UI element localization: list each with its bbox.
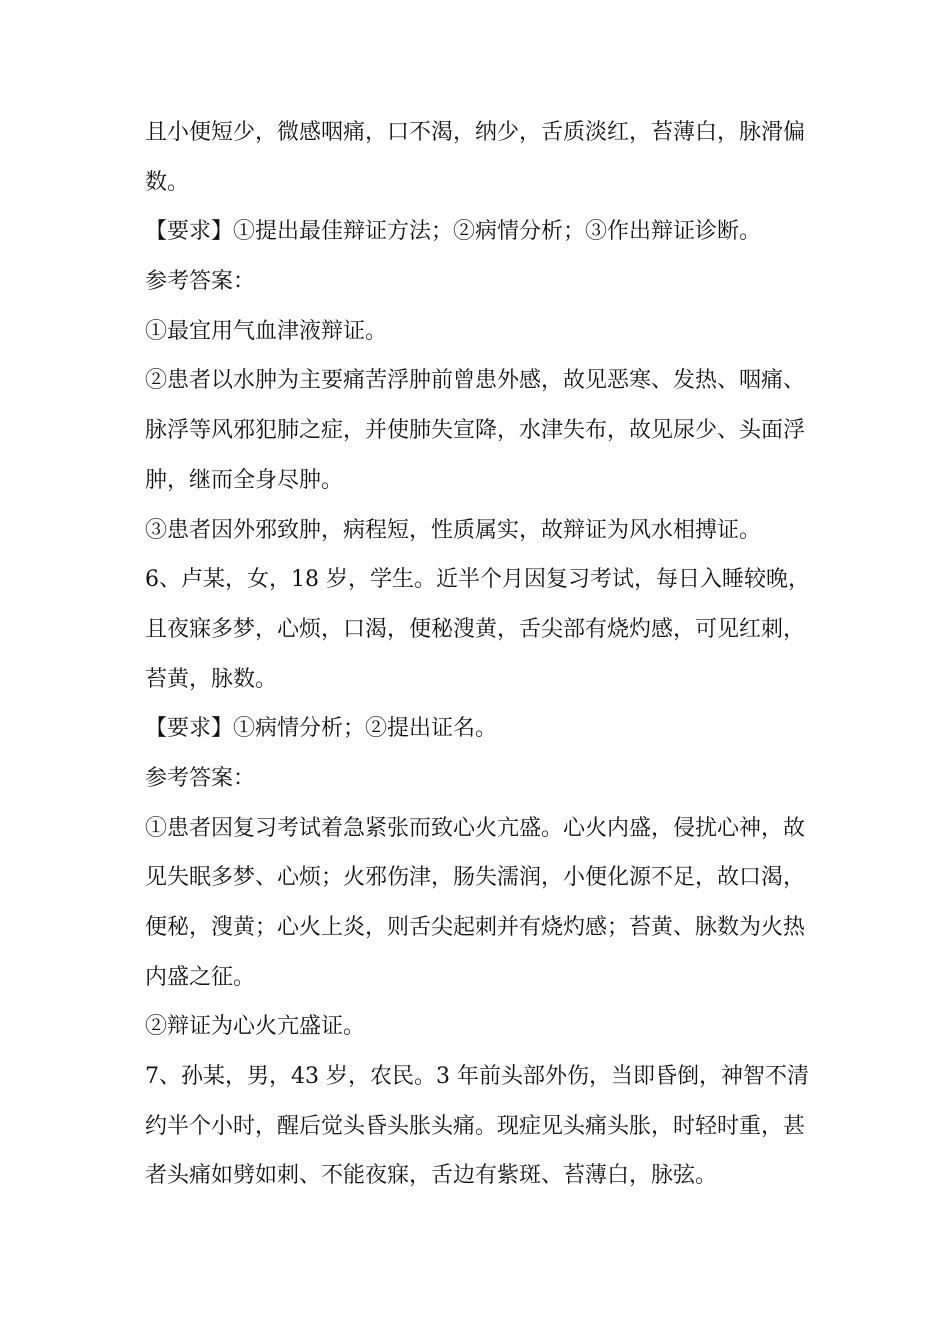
text-line: 6、卢某，女，18 岁，学生。近半个月因复习考试，每日入睡较晚， (145, 567, 810, 593)
text-line: 便秘，溲黄；心火上炎，则舌尖起刺并有烧灼感；苔黄、脉数为火热 (145, 915, 806, 940)
case-5-requirements (145, 207, 815, 257)
text-line: ②患者以水肿为主要痛苦浮肿前曾患外感，故见恶寒、发热、咽痛、 (145, 368, 806, 394)
text-line: 内盛之征。 (145, 964, 256, 990)
text-line: 见失眠多梦、心烦；火邪伤津，肠失濡润，小便化源不足，故口渴， (145, 865, 806, 891)
document-body (145, 108, 815, 1201)
case-6-answer-2 (145, 1002, 815, 1052)
text-line: 【要求】①病情分析；②提出证名。 (145, 716, 498, 742)
case-6-answer-heading (145, 754, 815, 804)
case-6-requirements (145, 704, 815, 754)
text-line: 约半个小时，醒后觉头昏头胀头痛。现症见头痛头胀，时轻时重，甚 (145, 1113, 806, 1139)
text-line: ③患者因外邪致肿，病程短，性质属实，故辩证为风水相搏证。 (145, 517, 762, 543)
case-5-answer-heading (145, 257, 815, 307)
text-line: 肿，继而全身尽肿。 (145, 467, 344, 493)
text-line: 且小便短少，微感咽痛，口不渴，纳少，舌质淡红，苔薄白，脉滑偏 (145, 120, 806, 145)
case-6-description (145, 555, 815, 704)
case-5-symptoms-continued (145, 108, 815, 207)
case-5-answer-3 (145, 506, 815, 556)
case-5-answer-1 (145, 307, 815, 357)
case-6-answer-1 (145, 804, 815, 1003)
text-line: 脉浮等风邪犯肺之症，并使肺失宣降，水津失布，故见尿少、头面浮 (145, 418, 806, 444)
text-line: 【要求】①提出最佳辩证方法；②病情分析；③作出辩证诊断。 (145, 219, 762, 245)
text-line: 且夜寐多梦，心烦，口渴，便秘溲黄，舌尖部有烧灼感，可见红刺， (145, 616, 806, 642)
text-line: ①最宜用气血津液辩证。 (145, 318, 388, 344)
text-line: ①患者因复习考试着急紧张而致心火亢盛。心火内盛，侵扰心神，故 (145, 815, 806, 841)
text-line: 参考答案： (145, 269, 256, 295)
case-5-answer-2 (145, 356, 815, 505)
text-line: 者头痛如劈如刺、不能夜寐，舌边有紫斑、苔薄白，脉弦。 (145, 1163, 718, 1189)
text-line: 苔黄，脉数。 (145, 666, 278, 692)
text-line: 7、孙某，男，43 岁，农民。3 年前头部外伤，当即昏倒，神智不清 (145, 1064, 809, 1090)
text-line: 数。 (145, 169, 190, 195)
case-7-description (145, 1052, 815, 1201)
text-line: 参考答案： (145, 765, 256, 791)
text-line: ②辩证为心火亢盛证。 (145, 1014, 366, 1040)
